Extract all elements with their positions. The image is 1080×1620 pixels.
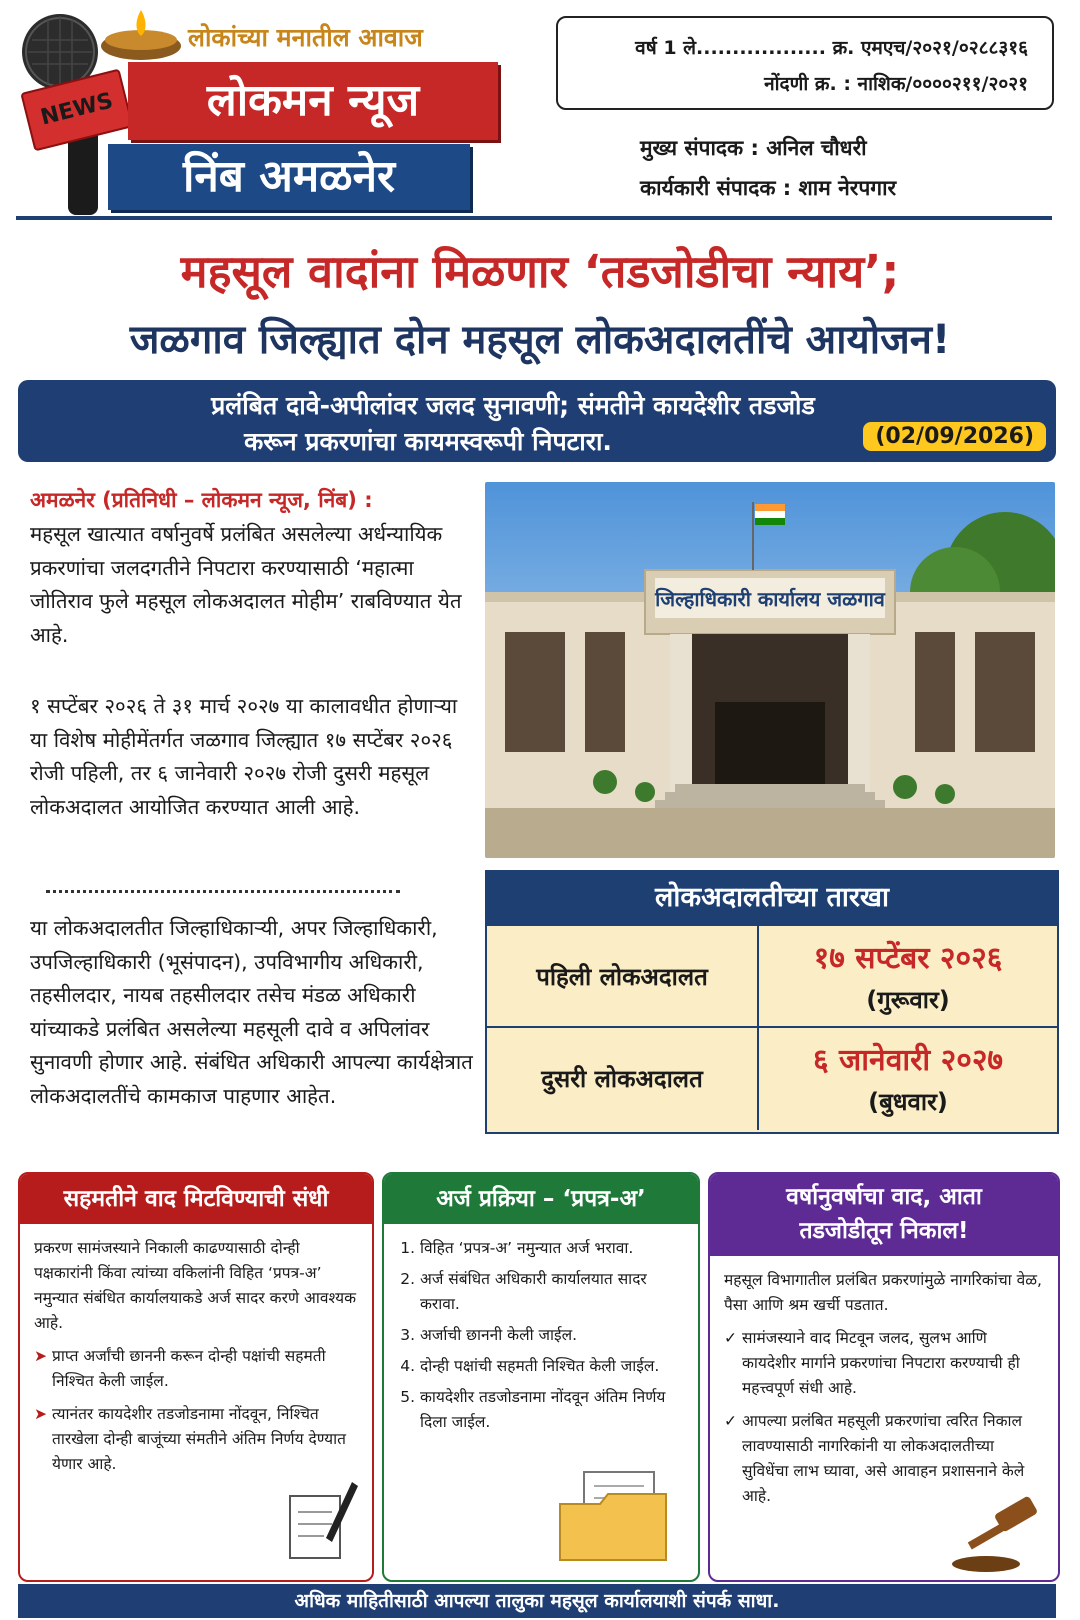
consent-box [18,1172,374,1582]
row-label: पहिली लोकअदालत [487,926,759,1028]
row-label: दुसरी लोकअदालत [487,1028,759,1130]
row-date: ६ जानेवारी २०२७ [812,1043,1004,1078]
registration-number: वर्ष 1 ले.................. क्र. एमएच/२०२१/०२८८३१६ [635,37,1028,59]
list-item: 1. विहित ‘प्रपत्र-अ’ नमुन्यात अर्ज भरावा. [420,1236,684,1261]
subheadline-line2: करून प्रकरणांचा कायमस्वरूपी निपटारा. [244,427,612,456]
dates-table-title: लोकअदालतीच्या तारखा [487,872,1057,924]
building-sign: जिल्हाधिकारी कार्यालय जळगाव [655,587,885,611]
list-item: 5. कायदेशीर तडजोडनामा नोंदवून अंतिम निर्णय दिला जाईल. [420,1385,684,1435]
settlement-box-intro: महसूल विभागातील प्रलंबित प्रकरणांमुळे नागरिकांचा वेळ, पैसा आणि श्रम खर्ची पडतात. [724,1271,1042,1314]
registration-box [556,16,1054,110]
checkmark-icon: ✓ [724,1412,737,1430]
consent-box-intro: प्रकरण सामंजस्याने निकाली काढण्यासाठी दोन्ही पक्षकारांनी किंवा त्यांच्या वकिलांनी विहित ‘प्रपत्र-अ’ नमुन्यात संबंधित कार्यालयाकडे अर्ज सादर करणे आवश्यक आहे. [34,1239,356,1332]
article-paragraph-1: महसूल खात्यात वर्षानुवर्षे प्रलंबित असलेल्या अर्धन्यायिक प्रकरणांचा जलदगतीने निपटारा करण्यासाठी ‘महात्मा जोतिराव फुले महसूल लोकअदालत मोहीम’ राबविण्यात येत आहे. [30,522,462,647]
footer-contact-bar: अधिक माहितीसाठी आपल्या तालुका महसूल कार्यालयाशी संपर्क साधा. [18,1584,1056,1618]
row-day: (बुधवार) [868,1088,948,1116]
list-item: ✓ आपल्या प्रलंबित महसूली प्रकरणांचा त्वरित निकाल लावण्यासाठी नागरिकांनी या लोकअदालतीच्या सुविधेंचा लाभ घ्यावा, असे आवाहन प्रशासनाने केले आहे. [724,1409,1044,1509]
headline-primary: महसूल वादांना मिळणार ‘तडजोडीचा न्याय’; [180,245,900,298]
tagline: लोकांच्या मनातील आवाज [188,23,423,52]
settlement-box [708,1172,1060,1582]
registration-office: नोंदणी क्र. : नाशिक/००००२११/२०२१ [764,73,1028,95]
oil-lamp-icon [96,8,186,64]
table-row [487,924,1057,1028]
chief-editor: मुख्य संपादक : अनिल चौधरी [640,136,867,160]
arrow-icon: ➤ [34,1347,47,1365]
settlement-box-title: वर्षानुवर्षाचा वाद, आता तडजोडीतून निकाल! [710,1174,1058,1256]
subheadline-line1: प्रलंबित दावे-अपीलांवर जलद सुनावणी; संमतीने कायदेशीर तडजोड [211,391,815,420]
process-box [382,1172,700,1582]
subheadline-bar [18,380,1056,462]
list-item: 3. अर्जाची छाननी केली जाईल. [420,1323,684,1348]
brand-location: निंब अमळनेर [108,144,470,210]
list-item: 2. अर्ज संबंधित अधिकारी कार्यालयात सादर करावा. [420,1267,684,1317]
dateline: अमळनेर (प्रतिनिधी – लोकमन न्यूज, निंब) : [30,488,373,512]
document-pen-icon [282,1474,362,1564]
masthead-divider [16,216,1052,220]
article-paragraph-2: १ सप्टेंबर २०२६ ते ३१ मार्च २०२७ या कालावधीत होणाऱ्या या विशेष मोहीमेंतर्गत जळगाव जिल्ह्यात १७ सप्टेंबर २०२६ रोजी पहिली, तर ६ जानेवारी २०२७ रोजी दुसरी महसूल लोकअदालत आयोजित करण्यात आली आहे. [30,694,458,819]
editors [640,128,896,208]
dates-table [485,870,1059,1134]
row-date: १७ सप्टेंबर २०२६ [813,941,1003,976]
news-tag: NEWS [20,69,133,152]
list-item: ✓ सामंजस्याने वाद मिटवून जलद, सुलभ आणि कायदेशीर मार्गाने प्रकरणांचा निपटारा करण्याची ही महत्त्वपूर्ण संधी आहे. [724,1326,1044,1401]
list-item: ➤ त्यानंतर कायदेशीर तडजोडनामा नोंदवून, निश्चित तारखेला दोन्ही बाजूंच्या संमतीने अंतिम निर्णय देण्यात येणार आहे. [34,1402,358,1477]
checkmark-icon: ✓ [724,1329,737,1347]
process-box-title: अर्ज प्रक्रिया – ‘प्रपत्र-अ’ [384,1174,698,1224]
gavel-icon [946,1494,1054,1574]
brand-name: लोकमन न्यूज [128,62,498,140]
list-item: ➤ प्राप्त अर्जांची छाननी करून दोन्ही पक्षांची सहमती निश्चित केली जाईल. [34,1344,358,1394]
date-badge: (02/09/2026) [863,422,1046,451]
dotted-divider [46,890,400,893]
consent-box-title: सहमतीने वाद मिटविण्याची संधी [20,1174,372,1224]
executive-editor: कार्यकारी संपादक : शाम नेरपगार [640,176,897,200]
article-paragraph-3: या लोकअदालतीत जिल्हाधिकाऱ्यी, अपर जिल्हाधिकारी, उपजिल्हाधिकारी (भूसंपादन), उपविभागीय अधिकारी, तहसीलदार, नायब तहसीलदार तसेच मंडळ अधिकारी यांच्याकडे प्रलंबित असलेल्या महसूली दावे व अपिलांवर सुनावणी होणार आहे. संबंधित अधिकारी आपल्या कार्यक्षेत्रात लोकअदालतींचे कामकाज पाहणार आहेत. [30,916,473,1108]
row-day: (गुरूवार) [866,986,950,1014]
collector-office-photo [485,482,1055,858]
list-item: 4. दोन्ही पक्षांची सहमती निश्चित केली जाईल. [420,1354,684,1379]
arrow-icon: ➤ [34,1405,47,1423]
folder-icon [554,1464,674,1564]
headline-secondary: जळगाव जिल्ह्यात दोन महसूल लोकअदालतींचे आयोजन! [129,317,951,363]
table-row [487,1026,1057,1130]
